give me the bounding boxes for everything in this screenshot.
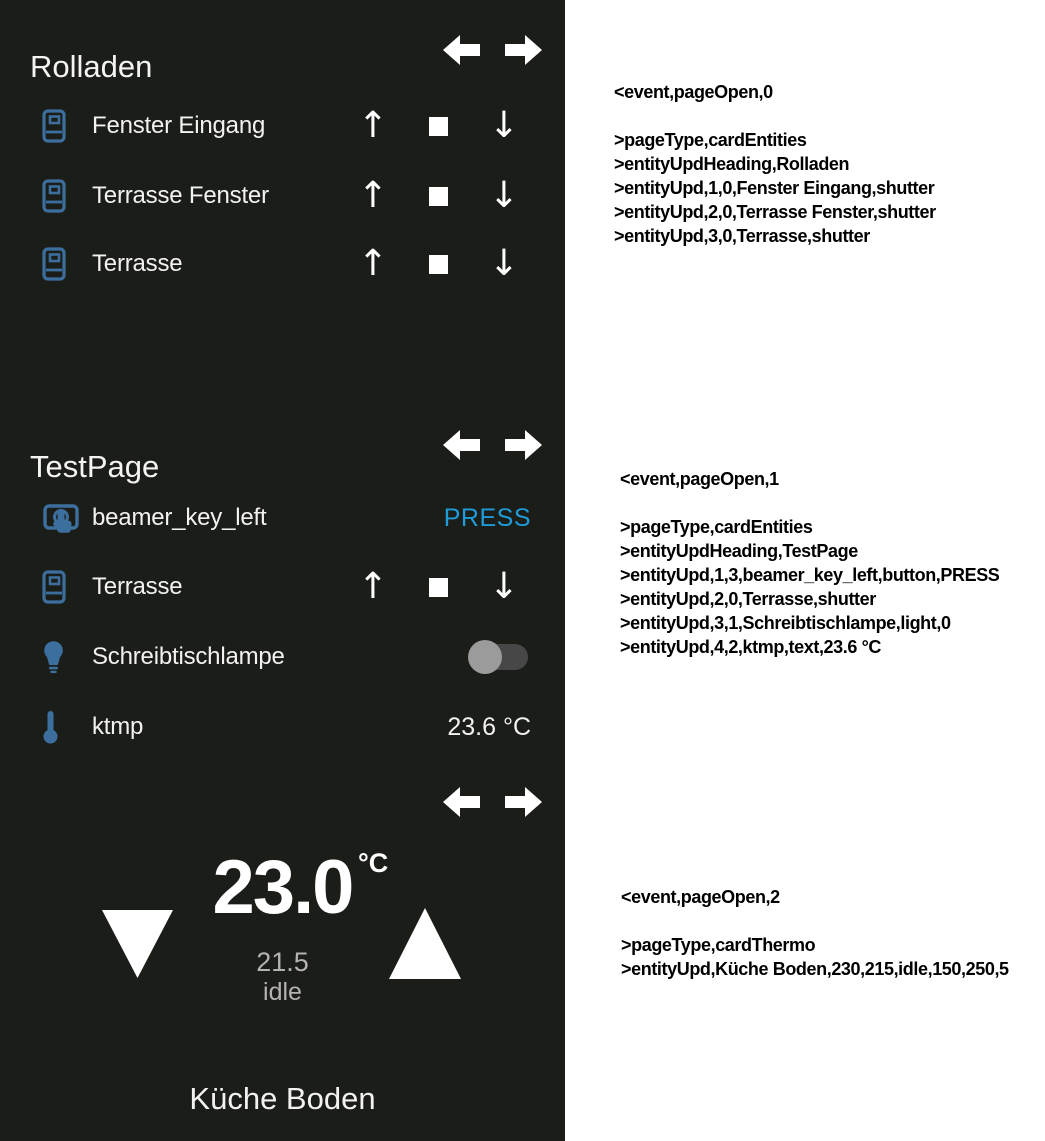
log-event-line: <event,pageOpen,0 bbox=[614, 82, 773, 102]
press-button[interactable]: PRESS bbox=[443, 504, 531, 532]
entity-row bbox=[0, 692, 565, 762]
entity-row bbox=[0, 91, 565, 161]
shutter-icon bbox=[42, 570, 66, 604]
arrow-right-icon bbox=[505, 785, 543, 819]
nav-back-button[interactable] bbox=[442, 428, 480, 462]
log-response-line: >entityUpdHeading,Rolladen bbox=[614, 154, 850, 174]
light-toggle[interactable] bbox=[474, 644, 528, 670]
log-response-line: >pageType,cardEntities bbox=[620, 517, 813, 537]
entity-name: Fenster Eingang bbox=[92, 112, 266, 139]
nav-next-button[interactable] bbox=[505, 428, 543, 462]
nav-next-button[interactable] bbox=[505, 33, 543, 67]
log-response-line: >entityUpd,2,0,Terrasse,shutter bbox=[620, 589, 876, 609]
log-response-line: >pageType,cardThermo bbox=[621, 935, 816, 955]
card-testpage bbox=[0, 420, 565, 770]
thermo-state: idle bbox=[263, 978, 302, 1006]
entity-name: beamer_key_left bbox=[92, 504, 267, 531]
nav-back-button[interactable] bbox=[442, 785, 480, 819]
target-temp: 21.5 bbox=[256, 947, 309, 977]
shutter-up-button[interactable]: ↑ bbox=[357, 175, 389, 216]
log-response bbox=[620, 515, 999, 659]
shutter-icon bbox=[42, 179, 66, 213]
toggle-knob bbox=[468, 640, 502, 674]
log-response-line: >pageType,cardEntities bbox=[614, 130, 807, 150]
thermo-title: Küche Boden bbox=[189, 1081, 376, 1116]
entity-row bbox=[0, 161, 565, 231]
lightbulb-icon bbox=[42, 641, 65, 674]
shutter-stop-button[interactable] bbox=[429, 578, 448, 597]
log-response-line: >entityUpd,1,3,beamer_key_left,button,PRESS bbox=[620, 565, 1000, 585]
log-response-line: >entityUpd,4,2,ktmp,text,23.6 °C bbox=[620, 637, 881, 657]
shutter-icon bbox=[42, 247, 66, 281]
entity-name: ktmp bbox=[92, 713, 144, 740]
log-response-line: >entityUpd,1,0,Fenster Eingang,shutter bbox=[614, 178, 935, 198]
entity-row bbox=[0, 229, 565, 299]
log-response-line: >entityUpd,Küche Boden,230,215,idle,150,250,5 bbox=[621, 959, 1009, 979]
log-event-line: <event,pageOpen,2 bbox=[621, 887, 780, 907]
log-block bbox=[620, 467, 999, 659]
log-block bbox=[621, 885, 1009, 981]
arrow-left-icon bbox=[442, 428, 480, 462]
shutter-stop-button[interactable] bbox=[429, 255, 448, 274]
entity-row bbox=[0, 622, 565, 692]
shutter-stop-button[interactable] bbox=[429, 117, 448, 136]
card-thermo bbox=[0, 770, 565, 1141]
card-title: Rolladen bbox=[30, 48, 153, 84]
shutter-down-button[interactable]: ↓ bbox=[488, 243, 520, 284]
arrow-right-icon bbox=[505, 428, 543, 462]
shutter-down-button[interactable]: ↓ bbox=[488, 566, 520, 607]
shutter-up-button[interactable]: ↑ bbox=[357, 105, 389, 146]
entity-name: Terrasse Fenster bbox=[92, 182, 269, 209]
shutter-up-button[interactable]: ↑ bbox=[357, 243, 389, 284]
shutter-down-button[interactable]: ↓ bbox=[488, 175, 520, 216]
entity-row bbox=[0, 483, 565, 553]
nav-next-button[interactable] bbox=[505, 785, 543, 819]
log-response bbox=[614, 128, 936, 248]
serial-log bbox=[565, 0, 1045, 1141]
log-response-line: >entityUpd,3,1,Schreibtischlampe,light,0 bbox=[620, 613, 951, 633]
log-event-line: <event,pageOpen,1 bbox=[620, 469, 779, 489]
gesture-tap-button-icon bbox=[42, 497, 80, 539]
log-response-line: >entityUpd,3,0,Terrasse,shutter bbox=[614, 226, 870, 246]
log-response-line: >entityUpd,2,0,Terrasse Fenster,shutter bbox=[614, 202, 936, 222]
shutter-down-button[interactable]: ↓ bbox=[488, 105, 520, 146]
card-title: TestPage bbox=[30, 448, 160, 484]
shutter-icon bbox=[42, 109, 66, 143]
arrow-left-icon bbox=[442, 33, 480, 67]
entity-name: Terrasse bbox=[92, 250, 183, 277]
log-block bbox=[614, 80, 936, 248]
entity-value: 23.6 °C bbox=[447, 713, 531, 741]
temp-unit: °C bbox=[358, 848, 389, 878]
log-response bbox=[621, 933, 1009, 981]
entity-name: Schreibtischlampe bbox=[92, 643, 285, 670]
card-rolladen bbox=[0, 0, 565, 420]
shutter-up-button[interactable]: ↑ bbox=[357, 566, 389, 607]
nav-back-button[interactable] bbox=[442, 33, 480, 67]
current-temp: 23.0 bbox=[212, 845, 353, 930]
log-response-line: >entityUpdHeading,TestPage bbox=[620, 541, 858, 561]
arrow-left-icon bbox=[442, 785, 480, 819]
thermometer-icon bbox=[42, 710, 59, 745]
entity-name: Terrasse bbox=[92, 573, 183, 600]
shutter-stop-button[interactable] bbox=[429, 187, 448, 206]
arrow-right-icon bbox=[505, 33, 543, 67]
entity-row bbox=[0, 552, 565, 622]
